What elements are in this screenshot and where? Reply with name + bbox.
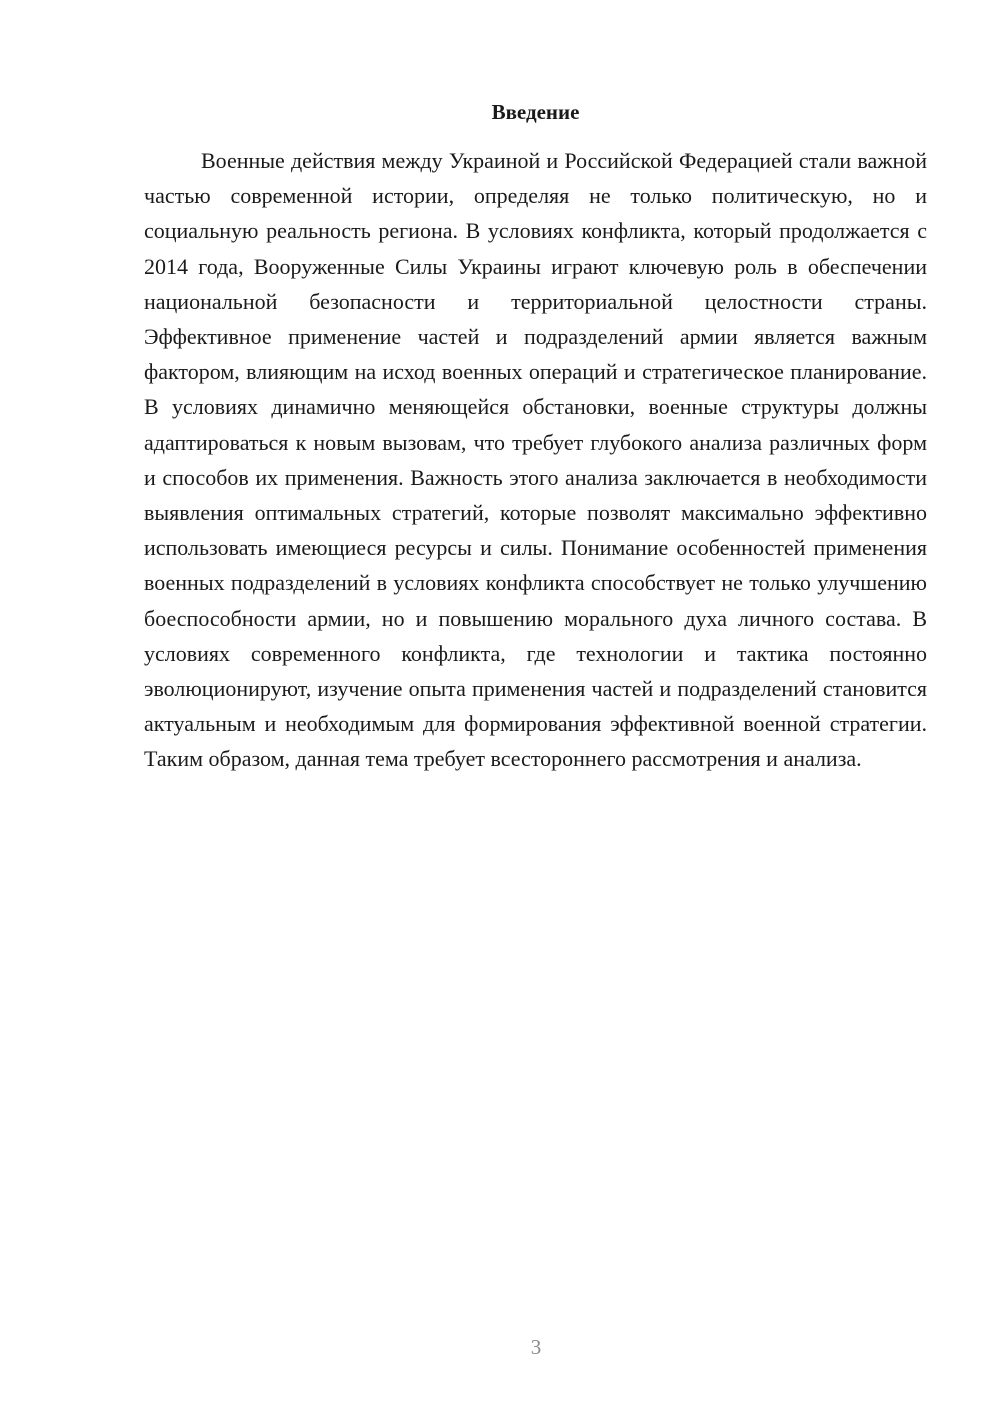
body-paragraph: Военные действия между Украиной и Российской Федерацией стали важной частью современной истории, определяя не только политическую, но и социальную реальность региона. В условиях конфликта, который продолжается с 2014 года, Вооруженные Силы Украины играют ключевую роль в обеспечении национальной безопасности и территориальной целостности страны. Эффективное применение частей и подразделений армии является важным фактором, влияющим на исход военных операций и стратегическое планирование. В условиях динамично меняющейся обстановки, военные структуры должны адаптироваться к новым вызовам, что требует глубокого анализа различных форм и способов их применения. Важность этого анализа заключается в необходимости выявления оптимальных стратегий, которые позволят максимально эффективно использовать имеющиеся ресурсы и силы. Понимание особенностей применения военных подразделений в условиях конфликта способствует не только улучшению боеспособности армии, но и повышению морального духа личного состава. В условиях современного конфликта, где технологии и тактика постоянно эволюционируют, изучение опыта применения частей и подразделений становится актуальным и необходимым для формирования эффективной военной стратегии. Таким образом, данная тема требует всестороннего рассмотрения и анализа.: [144, 148, 927, 772]
section-heading: Введение: [491, 100, 580, 124]
page-number: 3: [530, 1335, 542, 1359]
